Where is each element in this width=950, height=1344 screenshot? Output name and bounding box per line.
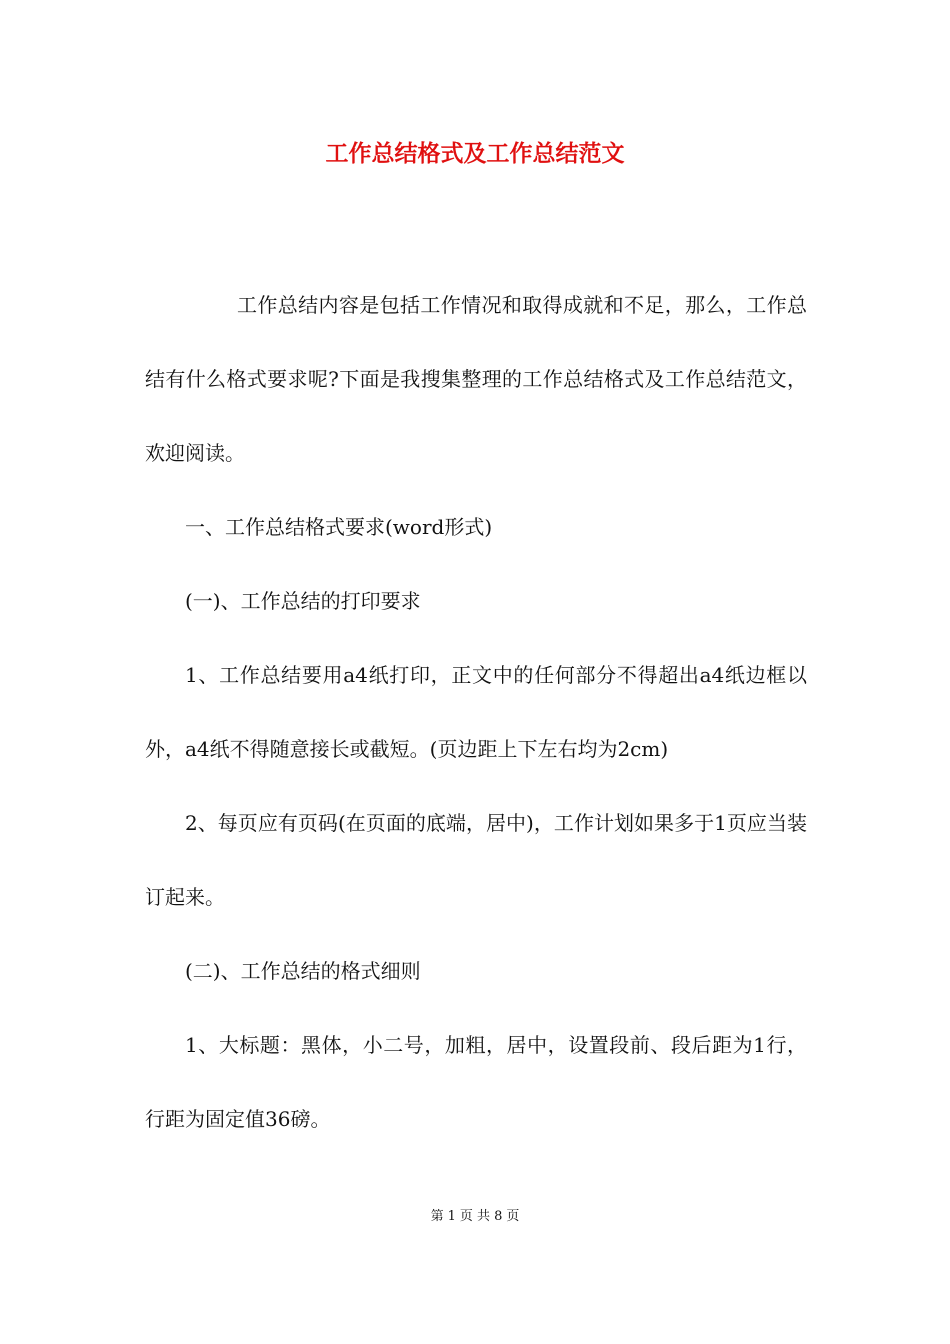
footer-suffix: 页	[506, 1209, 520, 1224]
paragraph-item-title-format: 1、大标题：黑体，小二号，加粗，居中，设置段前、段后距为1行，行距为固定值36磅。	[145, 1033, 807, 1131]
paragraph-subsection-format: (二)、工作总结的格式细则	[185, 959, 421, 983]
document-title: 工作总结格式及工作总结范文	[325, 140, 625, 167]
page-footer	[0, 1207, 950, 1227]
footer-prefix: 第	[430, 1209, 444, 1224]
paragraph-item-a4: 1、工作总结要用a4纸打印，正文中的任何部分不得超出a4纸边框以外，a4纸不得随意接长或截短。(页边距上下左右均为2cm)	[145, 663, 807, 761]
footer-current-page: 1	[447, 1209, 456, 1224]
paragraph-item-page-number: 2、每页应有页码(在页面的底端，居中)，工作计划如果多于1页应当装订起来。	[145, 811, 807, 909]
paragraph-subsection-print: (一)、工作总结的打印要求	[185, 589, 421, 613]
paragraph-intro: 工作总结内容是包括工作情况和取得成就和不足，那么，工作总结有什么格式要求呢?下面是我搜集整理的工作总结格式及工作总结范文，欢迎阅读。	[145, 293, 807, 465]
footer-mid: 页 共	[459, 1209, 491, 1224]
document-body	[145, 268, 807, 1156]
footer-total-pages: 8	[494, 1209, 503, 1224]
paragraph-section-heading: 一、工作总结格式要求(word形式)	[185, 515, 493, 539]
